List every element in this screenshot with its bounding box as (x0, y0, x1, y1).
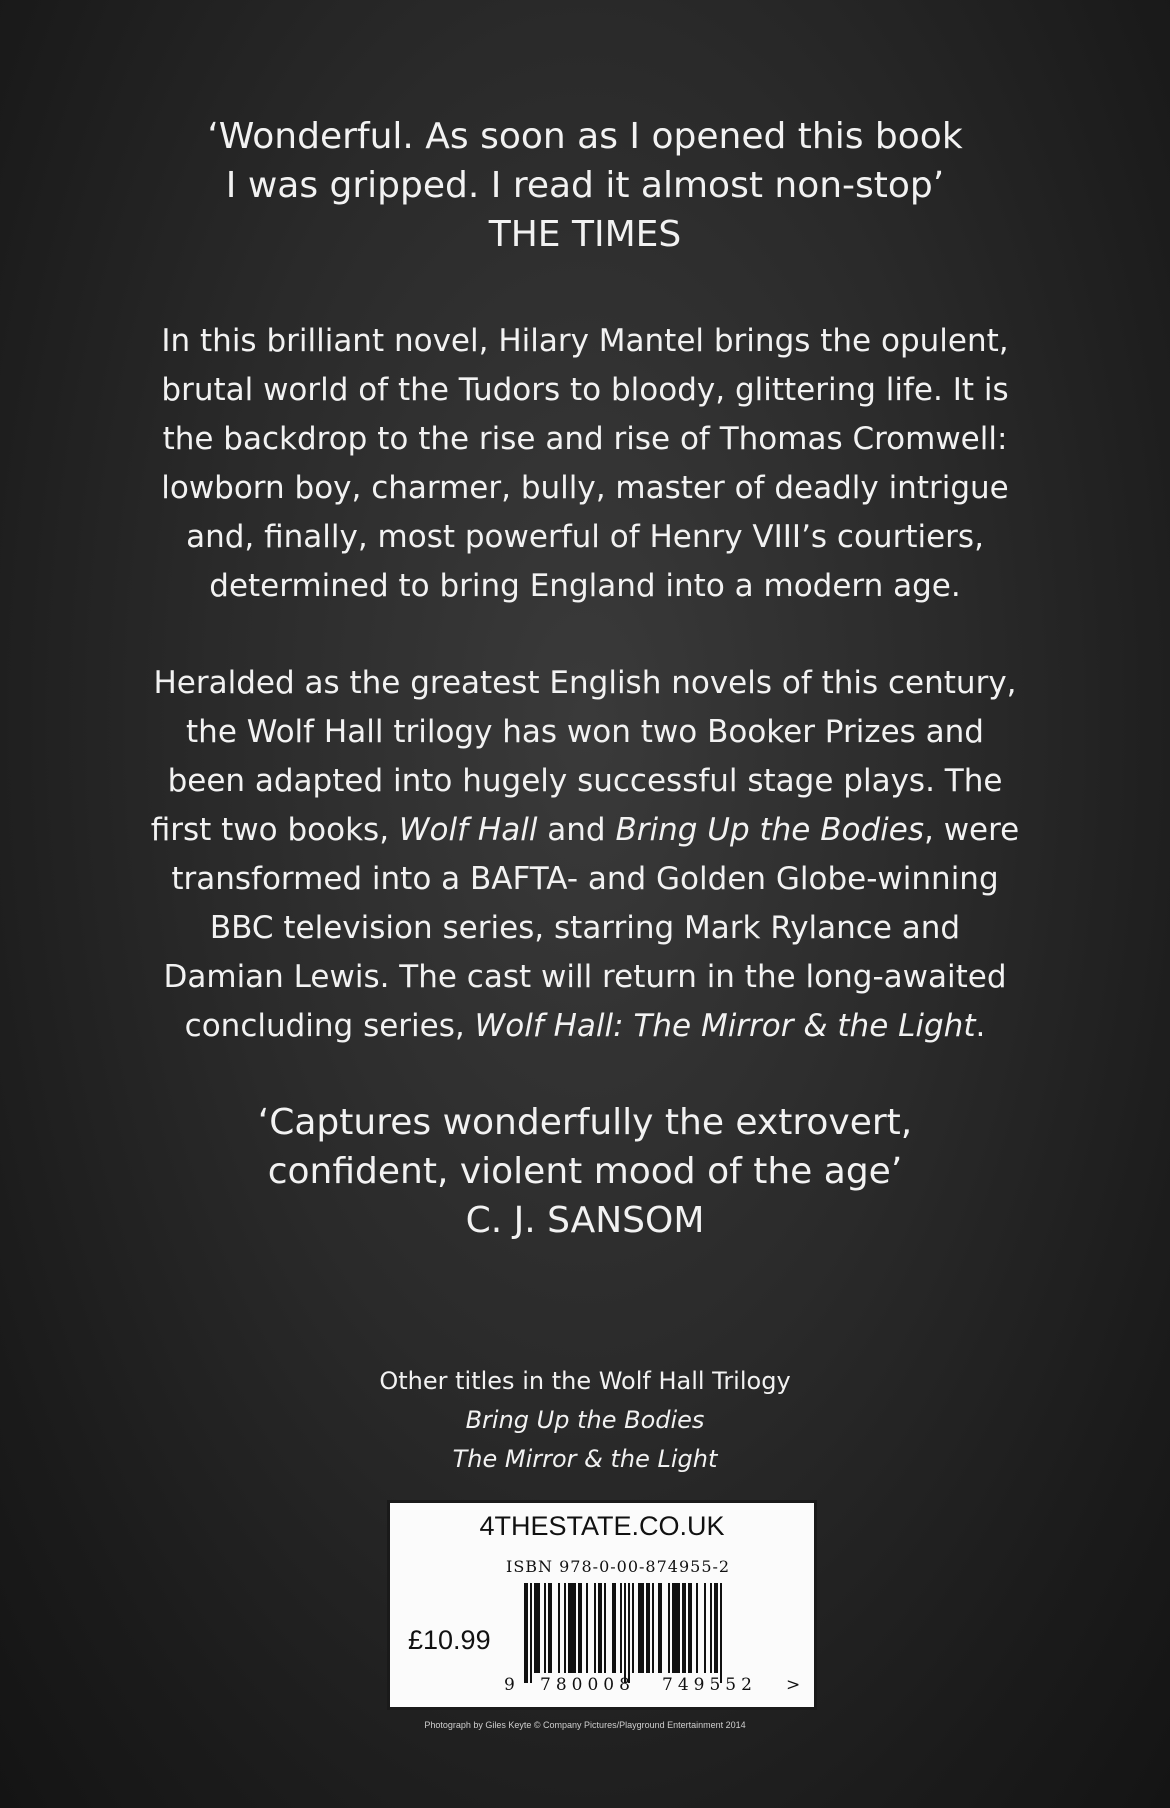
barcode-bar (548, 1583, 552, 1673)
barcode-bar (604, 1583, 606, 1673)
barcode-bar (688, 1583, 692, 1673)
barcode-bar (668, 1583, 670, 1673)
other-title-item (0, 1401, 1170, 1440)
paragraph-line: lowborn boy, charmer, bully, master of deadly intrigue (161, 470, 1009, 506)
barcode (524, 1583, 784, 1683)
barcode-bar (564, 1583, 566, 1673)
paragraph-line (150, 806, 1020, 855)
barcode-bar (638, 1583, 644, 1673)
trilogy-paragraph (150, 659, 1020, 1051)
other-title: The Mirror & the Light (452, 1445, 718, 1473)
book-title-bring-up-the-bodies: Bring Up the Bodies (615, 812, 924, 848)
barcode-bar (524, 1583, 528, 1683)
text-fragment: and (537, 812, 616, 848)
barcode-bar (624, 1583, 626, 1683)
barcode-left-digits: 780008 (540, 1675, 635, 1695)
quote-line: ‘Captures wonderfully the extrovert, (257, 1102, 913, 1143)
paragraph-line: and, finally, most powerful of Henry VIII’s courtiers, (186, 519, 984, 555)
barcode-bar (628, 1583, 630, 1683)
barcode-first-digit: 9 (504, 1675, 515, 1695)
paragraph-line: Damian Lewis. The cast will return in the long-awaited (163, 959, 1007, 995)
other-title-item (0, 1440, 1170, 1479)
barcode-bar (672, 1583, 680, 1673)
barcode-bar (696, 1583, 698, 1673)
barcode-right-digits: 749552 (662, 1675, 757, 1695)
text-fragment: . (975, 1008, 986, 1044)
barcode-bar (534, 1583, 540, 1673)
quote-line: ‘Wonderful. As soon as I opened this book (207, 116, 963, 157)
barcode-bar (652, 1583, 654, 1673)
text-fragment: first two books, (150, 812, 399, 848)
paragraph-line: Heralded as the greatest English novels of this century, (153, 665, 1017, 701)
barcode-bar (578, 1583, 582, 1673)
other-titles (0, 1362, 1170, 1479)
barcode-bar (720, 1583, 722, 1683)
series-title: Wolf Hall: The Mirror & the Light (474, 1008, 976, 1044)
barcode-panel (387, 1500, 817, 1710)
barcode-bar (632, 1583, 634, 1673)
barcode-bar (658, 1583, 662, 1673)
paragraph-line: the Wolf Hall trilogy has won two Booker Prizes and (186, 714, 984, 750)
paragraph-line: BBC television series, starring Mark Rylance and (209, 910, 961, 946)
quote-source: THE TIMES (488, 214, 682, 255)
quote-source: C. J. SANSOM (465, 1200, 705, 1241)
paragraph-line: transformed into a BAFTA- and Golden Globe-winning (171, 861, 999, 897)
barcode-bar (568, 1583, 576, 1673)
barcode-bar (714, 1583, 718, 1673)
sansom-quote (0, 1098, 1170, 1245)
publisher-website: 4THESTATE.CO.UK (479, 1511, 725, 1541)
barcode-bar (530, 1583, 532, 1683)
barcode-bar (544, 1583, 546, 1673)
barcode-bar (682, 1583, 686, 1673)
book-title-wolf-hall: Wolf Hall (398, 812, 538, 848)
barcode-bar (586, 1583, 588, 1673)
barcode-bar (558, 1583, 560, 1673)
price-label: £10.99 (408, 1625, 491, 1655)
paragraph-line: determined to bring England into a modern age. (209, 568, 961, 604)
isbn-label: ISBN 978-0-00-874955-2 (506, 1557, 731, 1576)
barcode-bar (594, 1583, 596, 1673)
quote-line: confident, violent mood of the age’ (267, 1151, 903, 1192)
text-fragment: concluding series, (184, 1008, 475, 1044)
barcode-bar (704, 1583, 706, 1673)
barcode-bar (710, 1583, 712, 1673)
paragraph-line: brutal world of the Tudors to bloody, glittering life. It is (161, 372, 1009, 408)
photo-credit: Photograph by Giles Keyte © Company Pictures/Playground Entertainment 2014 (424, 1720, 746, 1730)
other-title: Bring Up the Bodies (465, 1406, 705, 1434)
barcode-bar (598, 1583, 602, 1673)
paragraph-line (150, 1002, 1020, 1051)
text-fragment: , were (923, 812, 1020, 848)
paragraph-line: the backdrop to the rise and rise of Thomas Cromwell: (162, 421, 1008, 457)
description-paragraph (150, 317, 1020, 611)
paragraph-line: been adapted into hugely successful stage plays. The (167, 763, 1003, 799)
other-titles-heading: Other titles in the Wolf Hall Trilogy (379, 1367, 791, 1395)
paragraph-line: In this brilliant novel, Hilary Mantel brings the opulent, (161, 323, 1009, 359)
barcode-bar (612, 1583, 616, 1673)
times-quote (0, 112, 1170, 259)
quote-line: I was gripped. I read it almost non-stop’ (225, 165, 945, 206)
barcode-arrow: > (786, 1675, 801, 1695)
barcode-bar (646, 1583, 650, 1673)
barcode-bar (620, 1583, 622, 1673)
